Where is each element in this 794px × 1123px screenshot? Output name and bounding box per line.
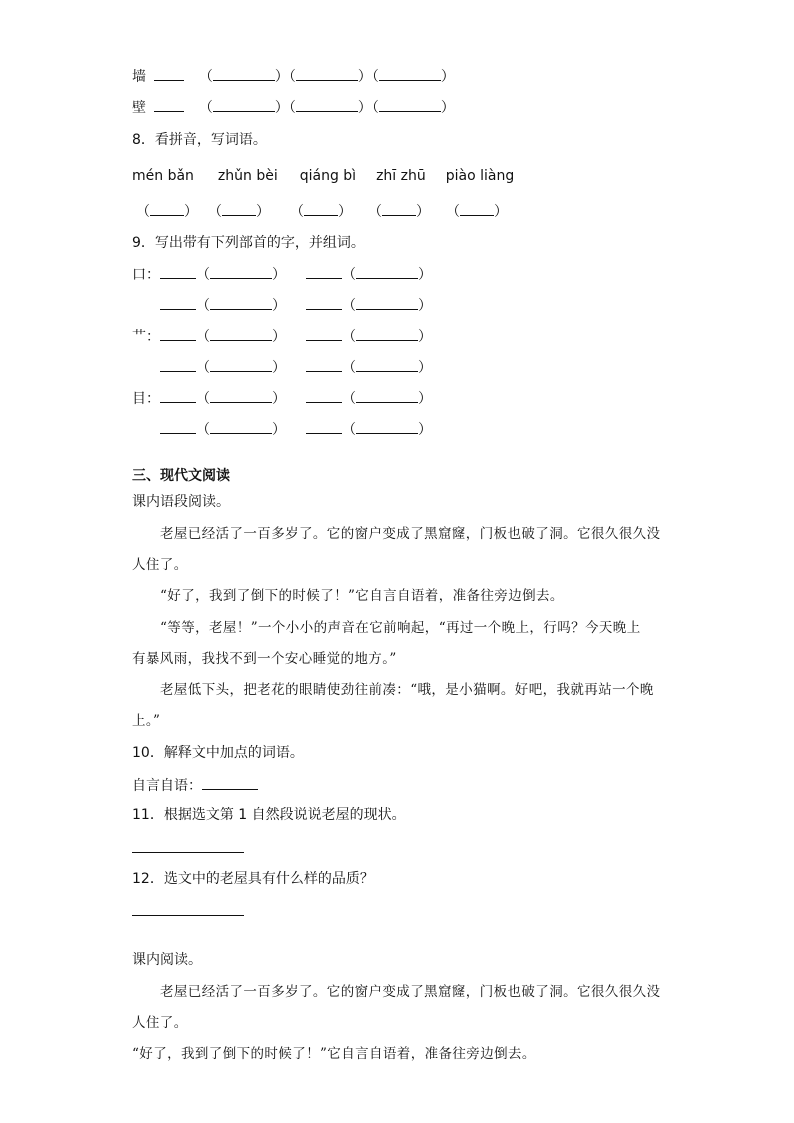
answer-blank[interactable] [222, 201, 256, 216]
reading-intro: 课内语段阅读。 [132, 494, 230, 510]
q8-title: 8．看拼音，写词语。 [132, 132, 267, 148]
pinyin-item: zhī zhū [376, 168, 426, 184]
answer-blank[interactable] [379, 66, 441, 81]
answer-blank[interactable] [154, 97, 184, 112]
answer-blank[interactable] [213, 97, 275, 112]
answer-blank[interactable] [306, 357, 342, 372]
passage-line: 人住了。 [132, 557, 188, 573]
passage-line: 上。” [132, 713, 161, 729]
q7-row-1: 墙 （ ）（ ）（ ） [132, 66, 455, 87]
pinyin-item: piào liàng [445, 168, 515, 184]
passage-line: “好了，我到了倒下的时候了！”它自言自语着，准备往旁边倒去。 [132, 1046, 536, 1062]
passage-line: 老屋已经活了一百多岁了。它的窗户变成了黑窟窿，门板也破了洞。它很久很久没 [160, 984, 661, 1000]
answer-blank[interactable] [460, 201, 494, 216]
answer-blank[interactable] [379, 97, 441, 112]
section-title: 三、现代文阅读 [132, 468, 230, 484]
answer-blank[interactable] [160, 295, 196, 310]
passage-line: 人住了。 [132, 1015, 188, 1031]
pinyin-item: mén bǎn [132, 168, 194, 184]
passage-line: 老屋已经活了一百多岁了。它的窗户变成了黑窟窿，门板也破了洞。它很久很久没 [160, 526, 661, 542]
answer-blank[interactable] [306, 388, 342, 403]
q10-title: 10．解释文中加点的词语。 [132, 745, 304, 761]
answer-blank[interactable] [210, 419, 272, 434]
q9-row: （ ） （ ） [132, 357, 432, 378]
answer-blank[interactable] [154, 66, 184, 81]
q10-term: 自言自语： [132, 778, 202, 794]
q9-row: 艹： （ ） （ ） [132, 326, 432, 347]
answer-blank[interactable] [150, 201, 184, 216]
answer-blank[interactable] [210, 295, 272, 310]
q12-answer-line[interactable] [132, 915, 244, 916]
q9-row: 口： （ ） （ ） [132, 264, 432, 285]
q11-answer-line[interactable] [132, 852, 244, 853]
answer-blank[interactable] [296, 97, 358, 112]
passage-line: “好了，我到了倒下的时候了！”它自言自语着，准备往旁边倒去。 [160, 588, 564, 604]
answer-blank[interactable] [213, 66, 275, 81]
answer-blank[interactable] [356, 326, 418, 341]
q7-char: 壁 [132, 100, 146, 116]
answer-blank[interactable] [296, 66, 358, 81]
q9-row: 目： （ ） （ ） [132, 388, 432, 409]
answer-blank[interactable] [160, 388, 196, 403]
q10-item [132, 775, 258, 796]
radical-label: 口： [132, 267, 160, 283]
answer-blank[interactable] [210, 388, 272, 403]
q8-pinyin-row [132, 166, 536, 186]
answer-blank[interactable] [356, 357, 418, 372]
passage-line: “等等，老屋！”一个小小的声音在它前响起，“再过一个晚上，行吗？今天晚上 [160, 620, 641, 636]
answer-blank[interactable] [160, 419, 196, 434]
answer-blank[interactable] [210, 326, 272, 341]
radical-label: 目： [132, 391, 160, 407]
answer-blank[interactable] [160, 326, 196, 341]
answer-blank[interactable] [210, 357, 272, 372]
answer-blank[interactable] [356, 264, 418, 279]
q12-title: 12．选文中的老屋具有什么样的品质？ [132, 871, 374, 887]
q9-title: 9．写出带有下列部首的字，并组词。 [132, 235, 365, 251]
passage-line: 老屋低下头，把老花的眼睛使劲往前凑：“哦，是小猫啊。好吧，我就再站一个晚 [160, 682, 654, 698]
q7-row-2: 壁 （ ）（ ）（ ） [132, 97, 455, 118]
reading-intro: 课内阅读。 [132, 952, 202, 968]
q7-char: 墙 [132, 69, 146, 85]
answer-blank[interactable] [210, 264, 272, 279]
passage-line: 有暴风雨，我找不到一个安心睡觉的地方。” [132, 651, 397, 667]
q9-row: （ ） （ ） [132, 419, 432, 440]
q11-title: 11．根据选文第 1 自然段说说老屋的现状。 [132, 807, 406, 823]
answer-blank[interactable] [356, 295, 418, 310]
answer-blank[interactable] [160, 357, 196, 372]
answer-blank[interactable] [306, 295, 342, 310]
answer-blank[interactable] [306, 419, 342, 434]
pinyin-item: zhǔn bèi [217, 168, 278, 184]
answer-blank[interactable] [382, 201, 416, 216]
answer-blank[interactable] [202, 775, 258, 790]
answer-blank[interactable] [160, 264, 196, 279]
q8-answer-row: （ ） （ ） （ ） （ ） （ ） [136, 201, 508, 222]
q9-row: （ ） （ ） [132, 295, 432, 316]
answer-blank[interactable] [356, 388, 418, 403]
answer-blank[interactable] [306, 264, 342, 279]
answer-blank[interactable] [306, 326, 342, 341]
radical-label: 艹： [132, 329, 160, 345]
answer-blank[interactable] [356, 419, 418, 434]
pinyin-item: qiáng bì [299, 168, 357, 184]
answer-blank[interactable] [304, 201, 338, 216]
